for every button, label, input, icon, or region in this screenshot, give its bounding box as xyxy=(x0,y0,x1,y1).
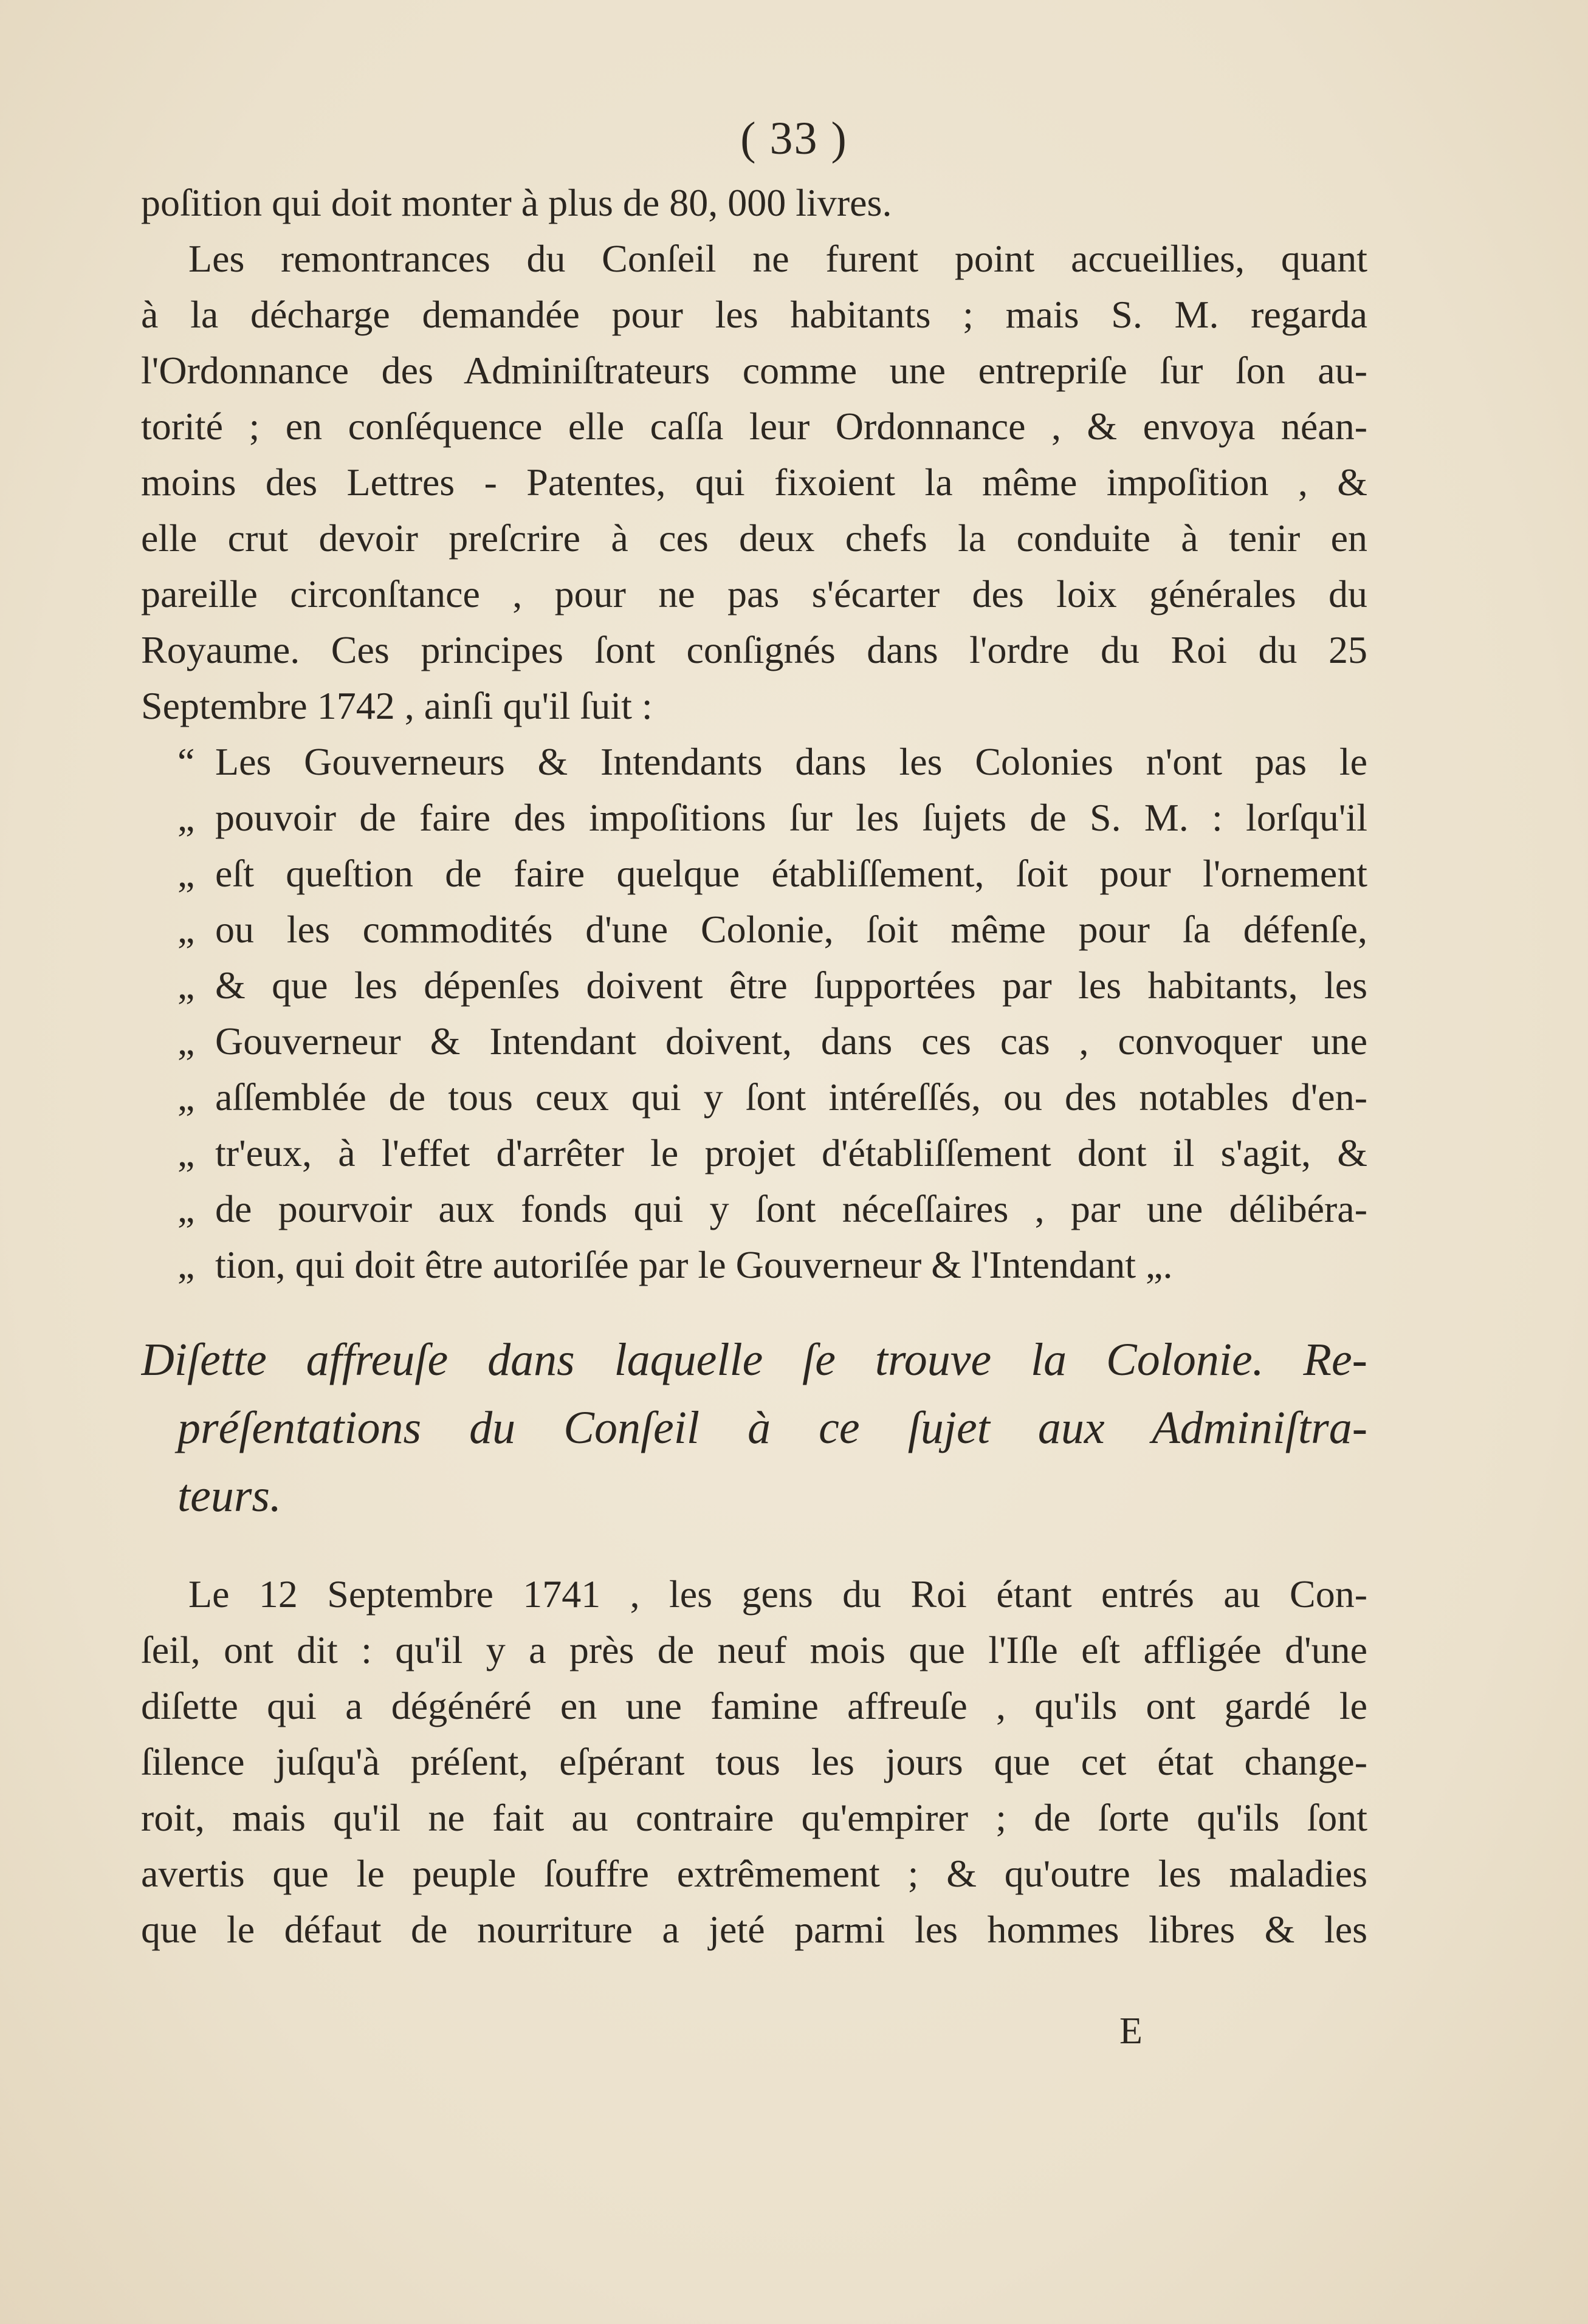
text-line: ſeil, ont dit : qu'il y a près de neuf mois que l'Iſle eſt affligée d'une xyxy=(141,1628,1367,1671)
body-text-upper xyxy=(141,175,1367,1293)
continuation-quote-mark: „ xyxy=(177,1131,195,1174)
text-line: Les remontrances du Conſeil ne furent point accueillies, quant xyxy=(188,237,1367,280)
text-line: Le 12 Septembre 1741 , les gens du Roi étant entrés au Con- xyxy=(188,1572,1367,1616)
text-line: avertis que le peuple ſouffre extrêmement ; & qu'outre les maladies xyxy=(141,1852,1367,1895)
continuation-quote-mark: „ xyxy=(177,852,195,895)
text-line: Royaume. Ces principes ſont conſignés dans l'ordre du Roi du 25 xyxy=(141,628,1367,671)
quote-text: de pourvoir aux fonds qui y ſont néceſſaires , par une délibéra- xyxy=(215,1187,1367,1230)
text-line: Septembre 1742 , ainſi qu'il ſuit : xyxy=(141,684,653,727)
quote-text: tion, qui doit être autoriſée par le Gouverneur & l'Intendant „. xyxy=(215,1243,1173,1286)
quote-line xyxy=(141,846,1367,902)
text-line: diſette qui a dégénéré en une famine affreuſe , qu'ils ont gardé le xyxy=(141,1684,1367,1727)
quote-line xyxy=(141,1069,1367,1125)
text-line: roit, mais qu'il ne fait au contraire qu'empirer ; de ſorte qu'ils ſont xyxy=(141,1796,1367,1839)
continuation-quote-mark: „ xyxy=(177,908,195,951)
text-line: moins des Lettres - Patentes, qui fixoient la même impoſition , & xyxy=(141,461,1367,504)
text-line: à la décharge demandée pour les habitants ; mais S. M. regarda xyxy=(141,293,1367,336)
quote-text: & que les dépenſes doivent être ſupportées par les habitants, les xyxy=(215,964,1367,1007)
paragraph-remontrances xyxy=(141,231,1367,734)
heading-line: préſentations du Conſeil à ce ſujet aux Adminiſtra- xyxy=(177,1402,1367,1453)
text-line: pareille circonſtance , pour ne pas s'écarter des loix générales du xyxy=(141,572,1367,615)
quote-text: Gouverneur & Intendant doivent, dans ces cas , convoquer une xyxy=(215,1020,1367,1063)
quote-text: eſt queſtion de faire quelque établiſſement, ſoit pour l'ornement xyxy=(215,852,1367,895)
section-heading xyxy=(141,1326,1367,1530)
heading-line: teurs. xyxy=(177,1470,281,1521)
quote-text: aſſemblée de tous ceux qui y ſont intéreſſés, ou des notables d'en- xyxy=(215,1075,1367,1119)
continuation-quote-mark: „ xyxy=(177,1075,195,1119)
text-line: l'Ordonnance des Adminiſtrateurs comme une entrepriſe ſur ſon au- xyxy=(141,349,1367,392)
text-line: poſition qui doit monter à plus de 80, 000 livres. xyxy=(141,181,892,224)
continuation-quote-mark: „ xyxy=(177,796,195,839)
continuation-quote-mark: „ xyxy=(177,1020,195,1063)
text-line: ſilence juſqu'à préſent, eſpérant tous les jours que cet état change- xyxy=(141,1740,1367,1783)
quote-text: pouvoir de faire des impoſitions ſur les ſujets de S. M. : lorſqu'il xyxy=(215,796,1367,839)
paragraph-disette xyxy=(141,1566,1367,1958)
quote-line xyxy=(141,1013,1367,1069)
quote-text: Les Gouverneurs & Intendants dans les Colonies n'ont pas le xyxy=(215,740,1367,783)
quote-line xyxy=(141,1237,1367,1293)
quote-line xyxy=(141,1181,1367,1237)
continuation-quote-mark: „ xyxy=(177,1187,195,1230)
text-line: elle crut devoir preſcrire à ces deux chefs la conduite à tenir en xyxy=(141,516,1367,560)
opening-quote-mark: “ xyxy=(177,740,195,783)
page-number: ( 33 ) xyxy=(740,113,848,164)
paragraph-continuation xyxy=(141,175,1367,231)
quotation-ordre-du-roi xyxy=(141,734,1367,1293)
continuation-quote-mark: „ xyxy=(177,964,195,1007)
body-text-lower xyxy=(141,1566,1367,1958)
quote-line xyxy=(141,734,1367,790)
signature-mark: E xyxy=(1119,2010,1143,2052)
text-line: que le défaut de nourriture a jeté parmi les hommes libres & les xyxy=(141,1908,1367,1951)
quote-line xyxy=(141,902,1367,958)
continuation-quote-mark: „ xyxy=(177,1243,195,1286)
quote-line xyxy=(141,790,1367,846)
heading-line: Diſette affreuſe dans laquelle ſe trouve la Colonie. Re- xyxy=(141,1334,1367,1385)
quote-line xyxy=(141,1125,1367,1181)
quote-text: ou les commodités d'une Colonie, ſoit même pour ſa défenſe, xyxy=(215,908,1367,951)
quote-text: tr'eux, à l'effet d'arrêter le projet d'établiſſement dont il s'agit, & xyxy=(215,1131,1367,1174)
quote-line xyxy=(141,958,1367,1013)
text-line: torité ; en conſéquence elle caſſa leur Ordonnance , & envoya néan- xyxy=(141,405,1367,448)
